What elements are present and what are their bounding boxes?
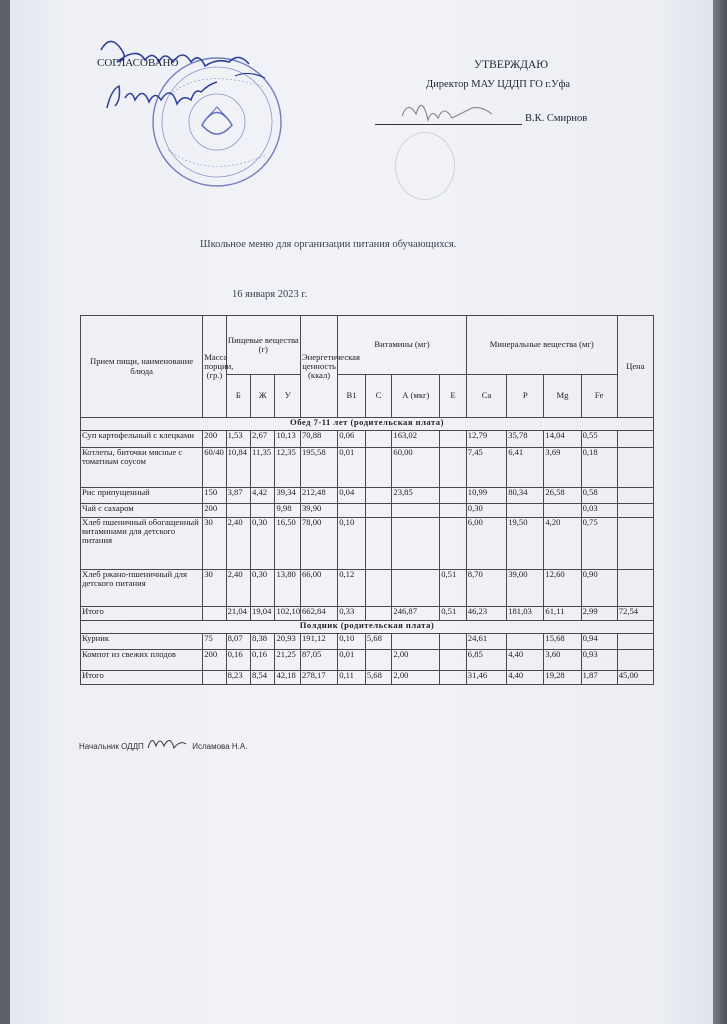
value-cell: 6,85 [466,650,506,671]
value-cell [544,504,581,518]
dish-name-cell: Чай с сахаром [81,504,203,518]
dish-name-cell: Котлеты, биточки мясные с томатным соусом [81,448,203,488]
value-cell [440,650,467,671]
agreed-signature [95,28,295,113]
value-cell [365,518,392,570]
value-cell [251,504,275,518]
value-cell [440,634,467,650]
total-value: 31,46 [466,671,506,685]
total-value [203,671,226,685]
total-value: 246,87 [392,607,440,621]
total-label: Итого [81,607,203,621]
value-cell: 0,55 [581,431,617,448]
value-cell: 0,51 [440,570,467,607]
value-cell [617,570,653,607]
header-energy: Энергетическая ценность (ккал) [301,316,338,418]
total-value: 1,87 [581,671,617,685]
value-cell: 16,50 [275,518,301,570]
approver-name: В.К. Смирнов [525,113,588,124]
value-cell: 3,87 [226,488,250,504]
value-cell: 0,18 [581,448,617,488]
value-cell: 0,30 [466,504,506,518]
section-title: Полдник (родительская плата) [81,621,654,634]
footer-position: Начальник ОДДП [79,742,144,751]
value-cell: 6,00 [466,518,506,570]
header-meal: Прием пищи, наименование блюда [81,316,203,418]
total-value: 8,54 [251,671,275,685]
value-cell: 3,69 [544,448,581,488]
table-row [81,570,654,607]
total-value: 278,17 [301,671,338,685]
table-row [81,634,654,650]
value-cell: 0,16 [251,650,275,671]
value-cell: 13,80 [275,570,301,607]
value-cell: 75 [203,634,226,650]
value-cell: 21,25 [275,650,301,671]
value-cell: 0,75 [581,518,617,570]
header-carbs: У [275,375,301,418]
value-cell: 8,07 [226,634,250,650]
header-fe: Fe [581,375,617,418]
value-cell [440,448,467,488]
value-cell: 14,04 [544,431,581,448]
header-p: P [507,375,544,418]
value-cell: 30 [203,518,226,570]
value-cell [392,634,440,650]
total-value: 102,10 [275,607,301,621]
value-cell: 7,45 [466,448,506,488]
value-cell: 8,38 [251,634,275,650]
value-cell: 26,58 [544,488,581,504]
value-cell: 2,40 [226,518,250,570]
value-cell: 10,99 [466,488,506,504]
table-row [81,650,654,671]
value-cell [617,504,653,518]
value-cell: 70,88 [301,431,338,448]
value-cell: 80,34 [507,488,544,504]
value-cell: 8,70 [466,570,506,607]
value-cell: 39,00 [507,570,544,607]
table-row [81,448,654,488]
value-cell [226,504,250,518]
value-cell: 12,79 [466,431,506,448]
dish-name-cell: Хлеб ржано-пшеничный для детского питания [81,570,203,607]
value-cell: 1,53 [226,431,250,448]
value-cell [365,650,392,671]
value-cell: 0,58 [581,488,617,504]
header-c: C [365,375,392,418]
value-cell: 0,06 [338,431,366,448]
dish-name-cell: Курник [81,634,203,650]
section-title: Обед 7-11 лет (родительская плата) [81,418,654,431]
header-mg: Mg [544,375,581,418]
value-cell: 0,30 [251,518,275,570]
value-cell: 10,13 [275,431,301,448]
value-cell: 10,84 [226,448,250,488]
value-cell: 4,40 [507,650,544,671]
value-cell [365,488,392,504]
total-value: 0,33 [338,607,366,621]
value-cell [507,504,544,518]
value-cell: 200 [203,504,226,518]
value-cell: 5,68 [365,634,392,650]
total-value: 4,40 [507,671,544,685]
footer-signature-line [79,742,247,751]
header-mass: Масса порции, (гр.) [203,316,226,418]
value-cell [440,431,467,448]
menu-date: 16 января 2023 г. [232,289,308,300]
value-cell: 4,42 [251,488,275,504]
faint-stamp-imprint [395,132,455,200]
header-price: Цена [617,316,653,418]
value-cell: 4,20 [544,518,581,570]
total-value: 19,28 [544,671,581,685]
table-row [81,504,654,518]
approved-label: УТВЕРЖДАЮ [474,59,549,71]
table-row [81,488,654,504]
value-cell: 163,02 [392,431,440,448]
header-a: А (мкг) [392,375,440,418]
value-cell: 3,60 [544,650,581,671]
header-fat: Ж [251,375,275,418]
total-value: 0,11 [338,671,366,685]
header-minerals: Минеральные вещества (мг) [466,316,617,375]
value-cell: 15,68 [544,634,581,650]
total-value: 45,00 [617,671,653,685]
total-value: 2,00 [392,671,440,685]
value-cell [365,504,392,518]
value-cell [617,518,653,570]
header-vitamins: Витамины (мг) [338,316,467,375]
value-cell [440,504,467,518]
value-cell: 195,58 [301,448,338,488]
value-cell: 150 [203,488,226,504]
value-cell: 9,98 [275,504,301,518]
total-value: 72,54 [617,607,653,621]
value-cell [440,518,467,570]
value-cell [617,488,653,504]
signature-line [375,124,522,125]
dish-name-cell: Суп картофельный с клецками [81,431,203,448]
value-cell: 0,93 [581,650,617,671]
total-value: 2,99 [581,607,617,621]
value-cell [392,504,440,518]
value-cell: 66,00 [301,570,338,607]
dish-name-cell: Рис припущенный [81,488,203,504]
value-cell: 0,04 [338,488,366,504]
value-cell [617,431,653,448]
total-value: 19,04 [251,607,275,621]
dish-name-cell: Хлеб пшеничный обогащенный витаминами для детского питания [81,518,203,570]
value-cell: 19,50 [507,518,544,570]
value-cell: 0,94 [581,634,617,650]
value-cell: 200 [203,431,226,448]
value-cell: 20,93 [275,634,301,650]
value-cell [392,570,440,607]
value-cell: 0,10 [338,518,366,570]
value-cell: 60,00 [392,448,440,488]
table-row [81,431,654,448]
total-value: 61,11 [544,607,581,621]
value-cell: 200 [203,650,226,671]
value-cell: 24,61 [466,634,506,650]
value-cell [440,488,467,504]
total-value: 8,23 [226,671,250,685]
total-value: 5,68 [365,671,392,685]
value-cell: 191,12 [301,634,338,650]
total-value: 21,04 [226,607,250,621]
value-cell [507,634,544,650]
value-cell [392,518,440,570]
value-cell: 2,67 [251,431,275,448]
value-cell: 30 [203,570,226,607]
header-ca: Ca [466,375,506,418]
value-cell: 39,90 [301,504,338,518]
value-cell [365,431,392,448]
value-cell: 39,34 [275,488,301,504]
value-cell: 35,78 [507,431,544,448]
value-cell: 87,05 [301,650,338,671]
value-cell: 2,00 [392,650,440,671]
value-cell: 12,35 [275,448,301,488]
total-value [440,671,467,685]
document-title: Школьное меню для организации питания обучающихся. [200,239,457,250]
header-e: Е [440,375,467,418]
total-value [203,607,226,621]
value-cell: 0,16 [226,650,250,671]
value-cell [617,448,653,488]
agreed-label: СОГЛАСОВАНО [97,57,179,69]
value-cell: 0,30 [251,570,275,607]
total-value: 42,18 [275,671,301,685]
total-value: 662,84 [301,607,338,621]
total-row [81,607,654,621]
total-value: 0,51 [440,607,467,621]
total-value: 46,23 [466,607,506,621]
total-value: 181,03 [507,607,544,621]
background-edge [713,0,727,1024]
total-row [81,671,654,685]
header-protein: Б [226,375,250,418]
value-cell: 0,90 [581,570,617,607]
total-value [365,607,392,621]
dish-name-cell: Компот из свежих плодов [81,650,203,671]
value-cell: 23,85 [392,488,440,504]
total-label: Итого [81,671,203,685]
header-b1: B1 [338,375,366,418]
value-cell [365,570,392,607]
value-cell: 0,12 [338,570,366,607]
header-nutrients: Пищевые вещества (г) [226,316,300,375]
value-cell: 0,03 [581,504,617,518]
table-row [81,518,654,570]
value-cell: 78,00 [301,518,338,570]
value-cell: 6,41 [507,448,544,488]
menu-table [80,315,654,685]
value-cell: 12,60 [544,570,581,607]
value-cell [617,634,653,650]
value-cell: 11,35 [251,448,275,488]
value-cell: 0,10 [338,634,366,650]
value-cell: 0,01 [338,650,366,671]
value-cell [365,448,392,488]
value-cell: 60/40 [203,448,226,488]
value-cell: 212,48 [301,488,338,504]
value-cell [338,504,366,518]
footer-name: Исламова Н.А. [192,742,248,751]
value-cell: 2,40 [226,570,250,607]
value-cell: 0,01 [338,448,366,488]
approver-position: Директор МАУ ЦДДП ГО г.Уфа [426,79,571,90]
value-cell [617,650,653,671]
